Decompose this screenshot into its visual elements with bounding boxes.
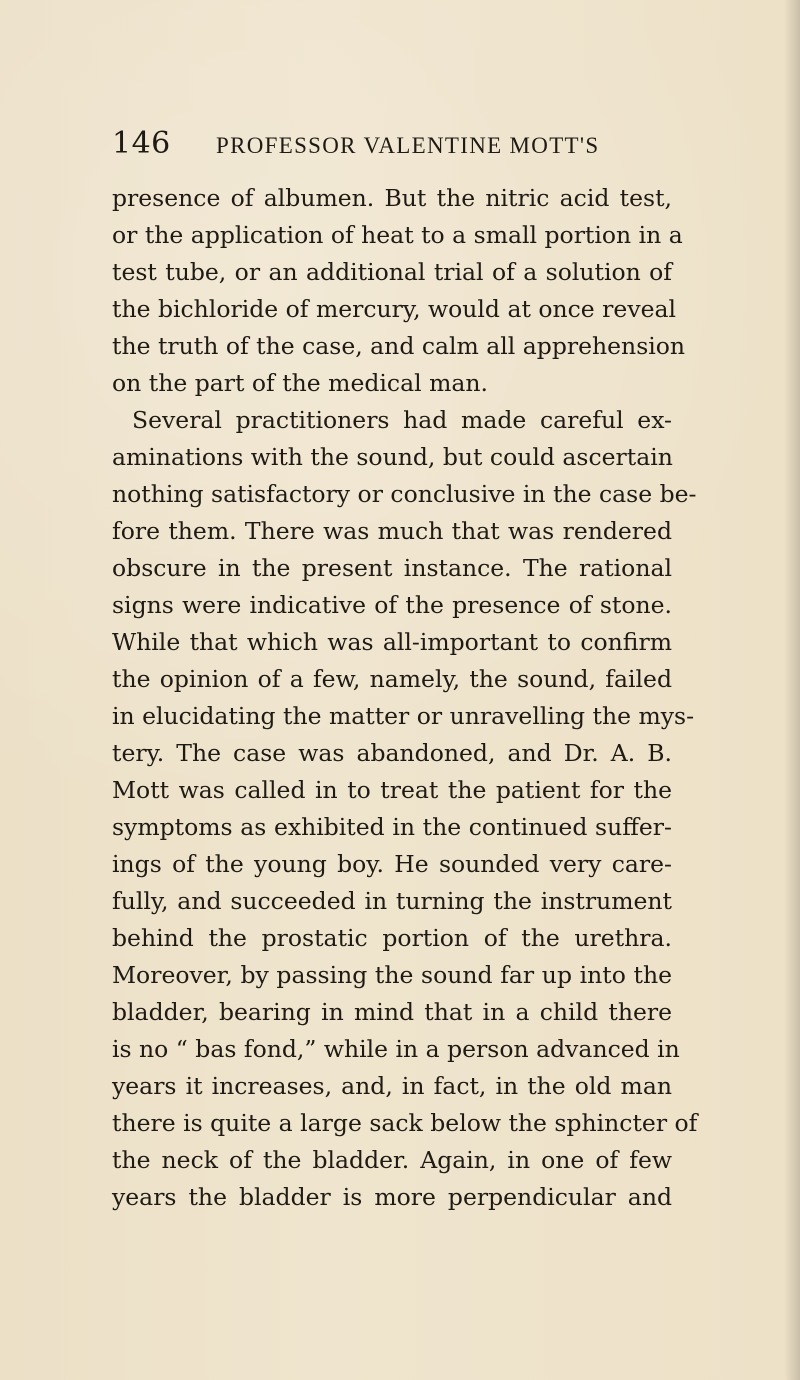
text-line: tery. The case was abandoned, and Dr. A. B.: [112, 739, 672, 767]
text-line: the neck of the bladder. Again, in one of few: [112, 1146, 672, 1174]
running-title: PROFESSOR VALENTINE MOTT'S: [216, 133, 600, 158]
text-line: years the bladder is more perpendicular and: [112, 1183, 672, 1211]
text-line: While that which was all-important to confirm: [112, 628, 672, 656]
page-header: [112, 126, 672, 166]
text-line: Mott was called in to treat the patient for the: [112, 776, 672, 804]
text-line: Several practitioners had made careful ex-: [132, 406, 672, 434]
text-line: symptoms as exhibited in the continued suffer-: [112, 813, 672, 841]
text-line: the opinion of a few, namely, the sound, failed: [112, 665, 672, 693]
text-line: test tube, or an additional trial of a solution of: [112, 258, 672, 286]
text-line: presence of albumen. But the nitric acid test,: [112, 184, 672, 212]
text-line: or the application of heat to a small portion in a: [112, 221, 683, 249]
text-line: bladder, bearing in mind that in a child there: [112, 998, 672, 1026]
text-line: nothing satisfactory or conclusive in the case be-: [112, 480, 697, 508]
text-line: on the part of the medical man.: [112, 369, 488, 397]
page-number: 146: [112, 126, 171, 161]
text-line: the bichloride of mercury, would at once reveal: [112, 295, 677, 323]
text-line: is no “ bas fond,” while in a person advanced in: [112, 1035, 680, 1063]
text-line: years it increases, and, in fact, in the old man: [112, 1072, 672, 1100]
text-line: aminations with the sound, but could ascertain: [112, 443, 673, 471]
text-line: fore them. There was much that was rendered: [112, 517, 672, 545]
page-edge-shadow: [784, 0, 800, 1380]
body-text: [112, 180, 698, 1216]
text-line: in elucidating the matter or unravelling the mys-: [112, 702, 695, 730]
text-line: obscure in the present instance. The rational: [112, 554, 672, 582]
text-line: there is quite a large sack below the sphincter of: [112, 1109, 698, 1137]
text-line: ings of the young boy. He sounded very care-: [112, 850, 672, 878]
text-line: Moreover, by passing the sound far up into the: [112, 961, 672, 989]
text-line: the truth of the case, and calm all apprehension: [112, 332, 686, 360]
text-line: behind the prostatic portion of the urethra.: [112, 924, 672, 952]
text-line: fully, and succeeded in turning the instrument: [112, 887, 672, 915]
text-line: signs were indicative of the presence of stone.: [112, 591, 672, 619]
